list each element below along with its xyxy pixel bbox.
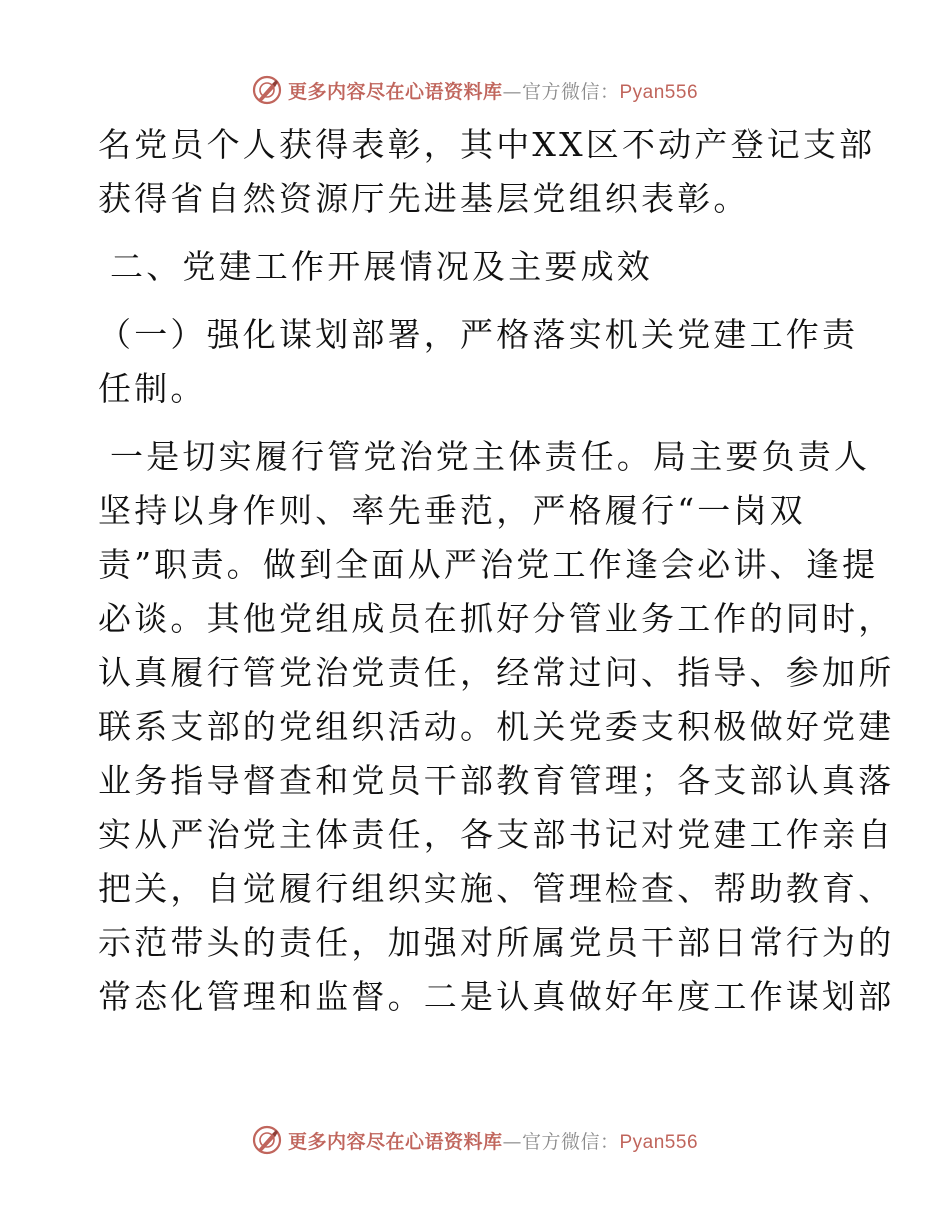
watermark-official-label: 官方微信： [521, 1130, 620, 1153]
paragraph-line: 一是切实履行管党治党主体责任。局主要负责人 [110, 437, 871, 476]
paragraph-line: 把关，自觉履行组织实施、管理检查、帮助教育、 [98, 869, 895, 908]
paragraph-line: 必谈。其他党组成员在抓好分管业务工作的同时， [98, 599, 895, 638]
watermark-separator: — [502, 80, 522, 103]
footer-watermark [0, 1120, 950, 1160]
watermark-main-text: 更多内容尽在心语资料库 [287, 80, 503, 103]
subsection-heading: （一）强化谋划部署，严格落实机关党建工作责 [98, 315, 859, 354]
paragraph-line: 实从严治党主体责任，各支部书记对党建工作亲自 [98, 815, 895, 854]
paragraph-line: 获得省自然资源厅先进基层党组织表彰。 [98, 179, 750, 218]
paragraph-line: 认真履行管党治党责任，经常过问、指导、参加所 [98, 653, 895, 692]
watermark-main-text: 更多内容尽在心语资料库 [287, 1130, 503, 1153]
watermark-wechat-id: Pyan556 [619, 81, 699, 103]
paragraph-line: 常态化管理和监督。二是认真做好年度工作谋划部 [98, 977, 895, 1016]
watermark-text [288, 1127, 698, 1154]
section-heading: 二、党建工作开展情况及主要成效 [110, 247, 653, 286]
paragraph-line: 业务指导督查和党员干部教育管理；各支部认真落 [98, 761, 895, 800]
paragraph-line: 示范带头的责任，加强对所属党员干部日常行为的 [98, 923, 895, 962]
document-body [98, 118, 895, 1024]
pen-logo-icon [252, 1125, 282, 1155]
header-watermark [0, 70, 950, 110]
paragraph-line: 坚持以身作则、率先垂范，严格履行“一岗双 [98, 491, 806, 530]
watermark-wechat-id: Pyan556 [619, 1131, 699, 1153]
watermark-separator: — [502, 1130, 522, 1153]
pen-logo-icon [252, 75, 282, 105]
subsection-heading-cont: 任制。 [98, 369, 207, 408]
paragraph-line: 名党员个人获得表彰，其中XX区不动产登记支部 [98, 125, 876, 164]
watermark-official-label: 官方微信： [521, 80, 620, 103]
watermark-text [288, 77, 698, 104]
paragraph-line: 联系支部的党组织活动。机关党委支积极做好党建 [98, 707, 895, 746]
paragraph-line: 责”职责。做到全面从严治党工作逢会必讲、逢提 [98, 545, 879, 584]
